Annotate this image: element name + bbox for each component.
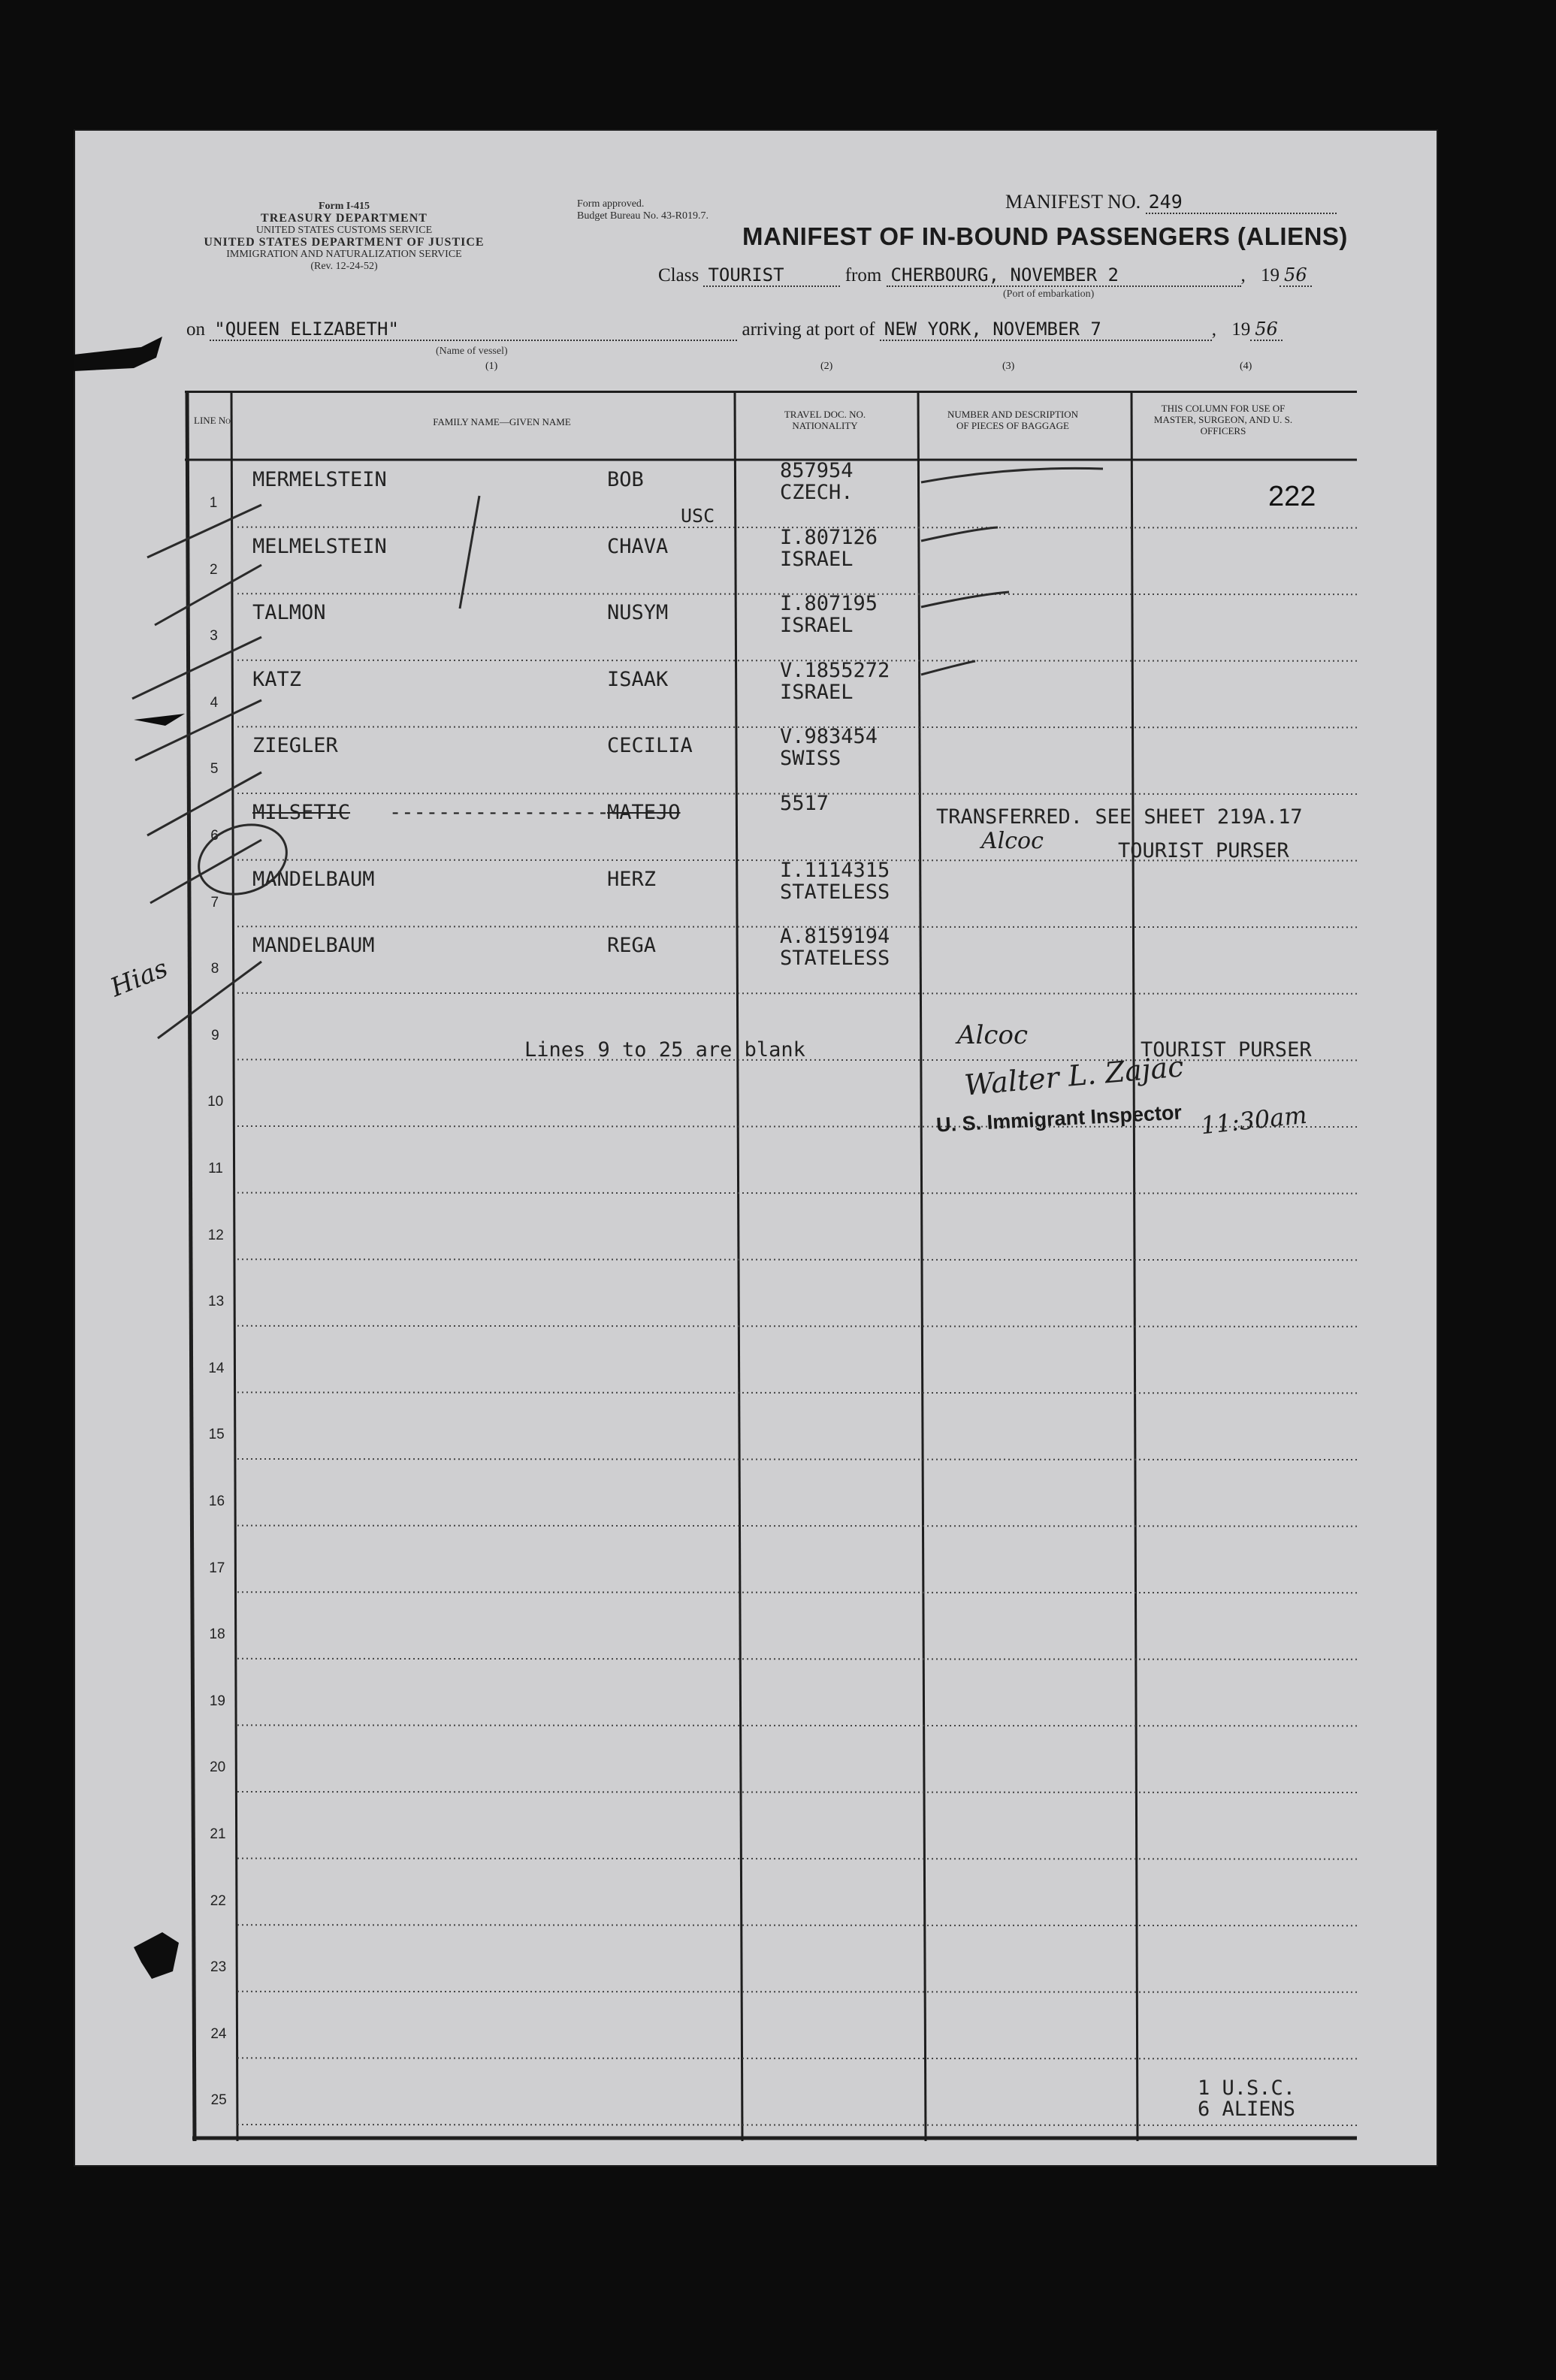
family-name: MILSETIC bbox=[252, 801, 351, 824]
from-value: CHERBOURG, NOVEMBER 2 bbox=[887, 264, 1241, 287]
vessel-caption: (Name of vessel) bbox=[436, 346, 508, 357]
line-number: 13 bbox=[208, 1294, 225, 1310]
budget-bureau: Budget Bureau No. 43-R019.7. bbox=[577, 210, 709, 222]
line-number: 21 bbox=[210, 1826, 226, 1842]
family-name: ZIEGLER bbox=[252, 734, 338, 758]
manifest-number bbox=[1005, 191, 1337, 214]
purser-initial-2: Alcoc bbox=[957, 1020, 1028, 1050]
vessel-row: on "QUEEN ELIZABETH" arriving at port of NEW YORK, NOVEMBER 7 , 19 56 bbox=[186, 319, 1283, 341]
line-number: 19 bbox=[209, 1693, 225, 1709]
nationality: ISRAEL bbox=[780, 680, 854, 704]
blank-lines-note: Lines 9 to 25 are blank bbox=[524, 1038, 805, 1062]
line-number: 3 bbox=[210, 628, 218, 645]
line-number: 17 bbox=[209, 1560, 225, 1576]
on-label: on bbox=[186, 319, 205, 340]
manifest-sheet bbox=[74, 129, 1438, 2167]
nationality: ISRAEL bbox=[780, 547, 854, 571]
travel-doc-number: A.8159194 bbox=[780, 925, 890, 949]
year-prefix-2: 19 bbox=[1231, 319, 1251, 340]
column-3-number: (3) bbox=[1002, 361, 1015, 372]
given-name: BOB bbox=[607, 468, 644, 491]
officer-number: 222 bbox=[1268, 481, 1316, 512]
travel-doc-number: I.807126 bbox=[780, 525, 878, 549]
travel-doc-number: 5517 bbox=[780, 792, 829, 815]
travel-doc-number: 857954 bbox=[780, 459, 854, 482]
line-number: 6 bbox=[210, 828, 219, 844]
line-number: 18 bbox=[209, 1626, 225, 1643]
line-number: 15 bbox=[208, 1427, 225, 1443]
family-name: MANDELBAUM bbox=[252, 867, 375, 891]
justice-label: UNITED STATES DEPARTMENT OF JUSTICE bbox=[204, 236, 485, 249]
customs-label: UNITED STATES CUSTOMS SERVICE bbox=[255, 225, 433, 236]
total-aliens: 6 ALIENS bbox=[1198, 2098, 1296, 2121]
class-label: Class bbox=[658, 265, 699, 285]
arriving-label: arriving at port of bbox=[742, 319, 875, 340]
line-number: 1 bbox=[209, 495, 218, 511]
line-number: 16 bbox=[208, 1494, 225, 1509]
line-number-heading: LINE No. bbox=[194, 415, 233, 426]
family-name: TALMON bbox=[252, 601, 326, 625]
travel-doc-number: I.807195 bbox=[780, 592, 878, 616]
from-label: from bbox=[844, 265, 882, 285]
year-value-2: 56 bbox=[1250, 319, 1283, 341]
nationality: SWISS bbox=[780, 747, 841, 771]
purser-label-1: TOURIST PURSER bbox=[1118, 839, 1289, 862]
line-number: 20 bbox=[210, 1759, 226, 1776]
line-number: 4 bbox=[210, 694, 219, 711]
class-row: Class TOURIST from CHERBOURG, NOVEMBER 2 , 19 56 bbox=[658, 264, 1312, 287]
page-title: MANIFEST OF IN-BOUND PASSENGERS (ALIENS) bbox=[742, 222, 1348, 250]
nationality: STATELESS bbox=[780, 880, 890, 904]
inspector-signature: Walter L. Zajac bbox=[962, 1050, 1186, 1102]
family-name: MERMELSTEIN bbox=[252, 468, 387, 491]
line-number: 9 bbox=[211, 1027, 219, 1044]
form-number: Form I-415 bbox=[318, 201, 370, 212]
line-number: 7 bbox=[210, 894, 219, 911]
manifest-number-label: MANIFEST NO. bbox=[1005, 191, 1141, 213]
treasury-label: TREASURY DEPARTMENT bbox=[261, 212, 428, 225]
inspector-title: U. S. Immigrant Inspector bbox=[935, 1101, 1183, 1137]
given-name: CHAVA bbox=[607, 534, 669, 558]
line-number: 10 bbox=[207, 1094, 224, 1110]
year-prefix-1: 19 bbox=[1261, 265, 1280, 285]
given-name: MATEJO bbox=[607, 801, 681, 824]
port-caption: (Port of embarkation) bbox=[1003, 288, 1095, 300]
manifest-number-value: 249 bbox=[1146, 191, 1337, 214]
table-grid bbox=[185, 391, 1357, 2141]
purser-label-2: TOURIST PURSER bbox=[1141, 1038, 1312, 1062]
given-name: ISAAK bbox=[607, 667, 669, 691]
family-name: MELMELSTEIN bbox=[252, 534, 387, 558]
line-number: 22 bbox=[210, 1892, 226, 1909]
column-2-number: (2) bbox=[820, 361, 833, 372]
total-usc: 1 U.S.C. bbox=[1198, 2076, 1296, 2100]
baggage-heading: NUMBER AND DESCRIPTION OF PIECES OF BAGGAGE bbox=[947, 409, 1079, 431]
transfer-note: TRANSFERRED. SEE SHEET 219A.17 bbox=[936, 805, 1303, 829]
line-number: 8 bbox=[210, 961, 219, 977]
given-name: CECILIA bbox=[607, 734, 693, 758]
column-4-number: (4) bbox=[1240, 361, 1252, 372]
column-1-number: (1) bbox=[485, 361, 498, 372]
line-number: 25 bbox=[210, 2092, 227, 2109]
vessel-value: "QUEEN ELIZABETH" bbox=[210, 319, 737, 341]
nationality: ISRAEL bbox=[780, 614, 854, 638]
travel-doc-number: I.1114315 bbox=[780, 858, 890, 882]
officers-heading: THIS COLUMN FOR USE OF MASTER, SURGEON, AND U. S. OFFICERS bbox=[1153, 403, 1293, 436]
form-approved: Form approved. bbox=[577, 198, 645, 210]
purser-initial-1: Alcoc bbox=[981, 828, 1044, 854]
family-name: MANDELBAUM bbox=[252, 934, 375, 958]
margin-mark: Hias bbox=[106, 953, 172, 1004]
line-number: 5 bbox=[210, 761, 219, 778]
line-number: 2 bbox=[210, 561, 218, 578]
revision-label: (Rev. 12-24-52) bbox=[310, 261, 378, 272]
line-number: 11 bbox=[208, 1161, 223, 1176]
line-number: 23 bbox=[210, 1959, 227, 1976]
approval-block bbox=[577, 198, 787, 222]
nationality: STATELESS bbox=[780, 947, 890, 971]
agency-header bbox=[186, 201, 502, 273]
class-value: TOURIST bbox=[703, 264, 840, 287]
travel-doc-number: V.1855272 bbox=[780, 658, 890, 682]
strike-dashes: ------------------- bbox=[389, 801, 621, 824]
arriving-value: NEW YORK, NOVEMBER 7 bbox=[880, 319, 1212, 341]
usc-note: USC bbox=[681, 505, 715, 527]
given-name: NUSYM bbox=[607, 601, 669, 625]
year-value-1: 56 bbox=[1280, 264, 1312, 287]
given-name: REGA bbox=[607, 934, 657, 958]
line-number: 12 bbox=[207, 1227, 224, 1243]
inspection-time: 11:30am bbox=[1199, 1100, 1309, 1140]
nationality: CZECH. bbox=[780, 481, 854, 504]
travel-doc-heading: TRAVEL DOC. NO. NATIONALITY bbox=[784, 409, 866, 431]
given-name: HERZ bbox=[607, 867, 657, 891]
family-name: KATZ bbox=[252, 667, 302, 691]
line-number: 14 bbox=[208, 1360, 225, 1376]
line-number: 24 bbox=[210, 2025, 227, 2042]
ins-label: IMMIGRATION AND NATURALIZATION SERVICE bbox=[226, 249, 462, 260]
travel-doc-number: V.983454 bbox=[780, 725, 878, 749]
name-heading: FAMILY NAME—GIVEN NAME bbox=[433, 416, 571, 427]
